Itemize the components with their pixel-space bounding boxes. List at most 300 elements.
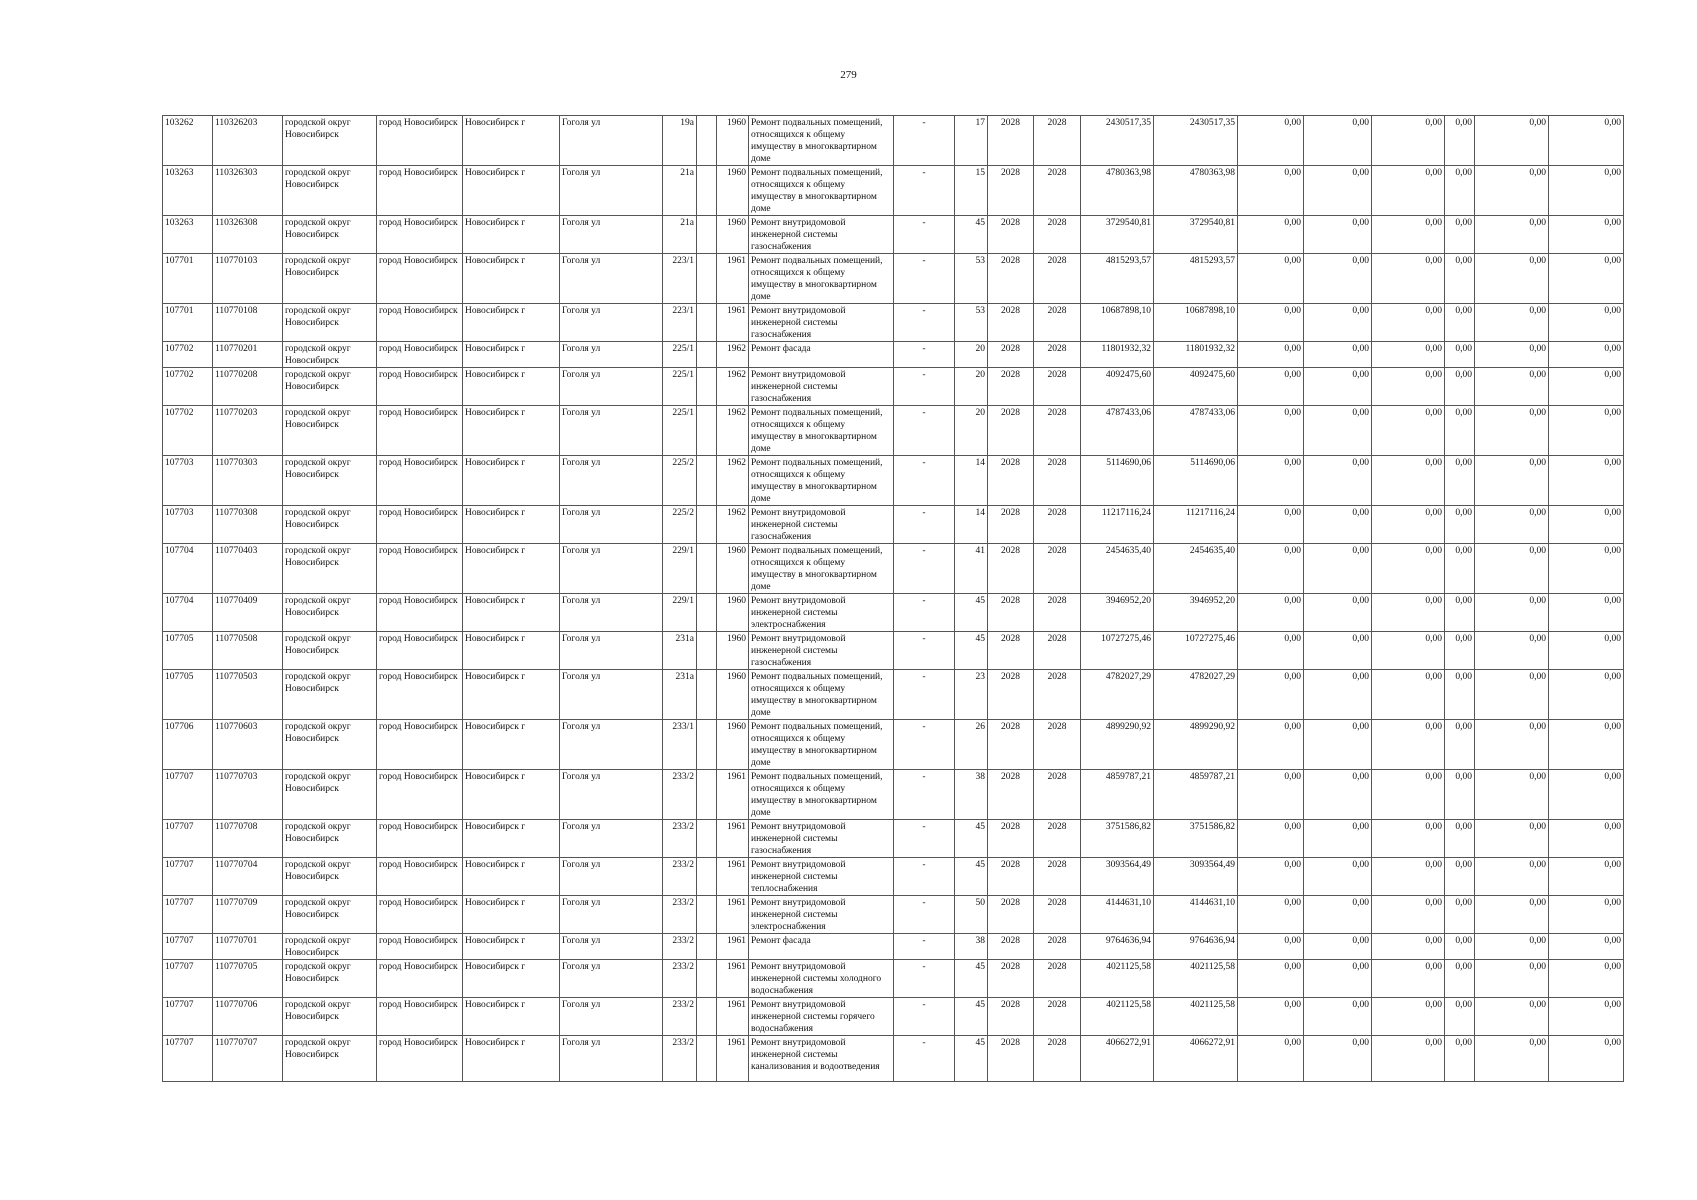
table-row [163,770,1624,820]
cell-cost-other: 0,00 [1475,632,1549,670]
cell-cost-owners: 0,00 [1445,506,1475,544]
cell-year-built: 1960 [717,116,749,166]
cell-wear-percent: 45 [955,594,988,632]
cell-cost-other: 0,00 [1475,506,1549,544]
cell-municipality: городской округ Новосибирск [283,998,377,1036]
cell-year-built: 1961 [717,304,749,342]
cell-dash-cell: - [894,720,955,770]
cell-cost-other: 0,00 [1475,342,1549,368]
cell-building [697,304,717,342]
cell-wear-percent: 45 [955,632,988,670]
cell-house-id: 107705 [163,670,213,720]
cell-cost-extra: 0,00 [1549,342,1624,368]
cell-cost-federal: 0,00 [1238,216,1304,254]
cell-cost-subject: 0,00 [1304,254,1372,304]
cell-plan-year-end: 2028 [1034,254,1081,304]
cell-building [697,456,717,506]
table-row [163,544,1624,594]
table-row [163,934,1624,960]
cell-building [697,506,717,544]
cell-cost-regional: 4021125,58 [1154,998,1238,1036]
cell-cost-owners: 0,00 [1445,1036,1475,1082]
cell-municipality: городской округ Новосибирск [283,406,377,456]
cell-cost-other: 0,00 [1475,720,1549,770]
cell-cost-extra: 0,00 [1549,166,1624,216]
table-row [163,632,1624,670]
cell-cost-other: 0,00 [1475,304,1549,342]
cell-dash-cell: - [894,934,955,960]
cell-wear-percent: 45 [955,820,988,858]
cell-dash-cell: - [894,254,955,304]
cell-municipality: городской округ Новосибирск [283,720,377,770]
cell-cost-subject: 0,00 [1304,544,1372,594]
cell-cost-regional: 10727275,46 [1154,632,1238,670]
cell-dash-cell: - [894,342,955,368]
cell-municipality: городской округ Новосибирск [283,254,377,304]
cell-cost-federal: 0,00 [1238,544,1304,594]
cell-street: Гоголя ул [560,368,663,406]
table-row [163,166,1624,216]
cell-year-built: 1961 [717,1036,749,1082]
cell-settlement: город Новосибирск [377,720,463,770]
cell-settlement: город Новосибирск [377,254,463,304]
cell-cost-extra: 0,00 [1549,506,1624,544]
cell-house-id: 107702 [163,368,213,406]
cell-wear-percent: 20 [955,368,988,406]
cell-cost-local: 0,00 [1372,934,1445,960]
cell-work-id: 110770508 [213,632,283,670]
cell-cost-owners: 0,00 [1445,342,1475,368]
cell-work-type: Ремонт внутридомовой инженерной системы теплоснабжения [749,858,894,896]
cell-cost-local: 0,00 [1372,670,1445,720]
cell-city: Новосибирск г [463,254,560,304]
cell-cost-other: 0,00 [1475,820,1549,858]
cell-work-id: 110770409 [213,594,283,632]
cell-cost-local: 0,00 [1372,960,1445,998]
cell-total-cost: 4144631,10 [1081,896,1154,934]
registry-body [163,116,1624,1082]
cell-cost-local: 0,00 [1372,216,1445,254]
cell-street: Гоголя ул [560,544,663,594]
cell-cost-regional: 4815293,57 [1154,254,1238,304]
cell-dash-cell: - [894,632,955,670]
cell-total-cost: 4021125,58 [1081,998,1154,1036]
cell-total-cost: 3751586,82 [1081,820,1154,858]
cell-cost-federal: 0,00 [1238,670,1304,720]
cell-building [697,406,717,456]
cell-street: Гоголя ул [560,670,663,720]
cell-dash-cell: - [894,304,955,342]
cell-work-type: Ремонт внутридомовой инженерной системы канализования и водоотведения [749,1036,894,1082]
cell-wear-percent: 45 [955,960,988,998]
cell-work-id: 110770208 [213,368,283,406]
cell-cost-owners: 0,00 [1445,632,1475,670]
cell-street: Гоголя ул [560,960,663,998]
cell-plan-year-end: 2028 [1034,896,1081,934]
cell-building [697,368,717,406]
cell-cost-subject: 0,00 [1304,166,1372,216]
cell-street: Гоголя ул [560,166,663,216]
cell-building [697,166,717,216]
cell-work-type: Ремонт подвальных помещений, относящихся к общему имуществу в многоквартирном доме [749,456,894,506]
cell-building [697,254,717,304]
cell-building [697,544,717,594]
table-row [163,304,1624,342]
cell-total-cost: 4899290,92 [1081,720,1154,770]
cell-cost-extra: 0,00 [1549,216,1624,254]
cell-house-number: 229/1 [663,594,697,632]
cell-settlement: город Новосибирск [377,342,463,368]
cell-municipality: городской округ Новосибирск [283,368,377,406]
cell-year-built: 1961 [717,896,749,934]
cell-cost-owners: 0,00 [1445,720,1475,770]
cell-work-type: Ремонт внутридомовой инженерной системы газоснабжения [749,506,894,544]
cell-cost-extra: 0,00 [1549,456,1624,506]
cell-work-type: Ремонт внутридомовой инженерной системы газоснабжения [749,632,894,670]
cell-dash-cell: - [894,960,955,998]
cell-house-number: 233/2 [663,858,697,896]
cell-year-built: 1961 [717,254,749,304]
cell-house-id: 103263 [163,166,213,216]
cell-cost-regional: 4021125,58 [1154,960,1238,998]
cell-street: Гоголя ул [560,820,663,858]
cell-cost-federal: 0,00 [1238,720,1304,770]
cell-building [697,116,717,166]
cell-work-id: 110770308 [213,506,283,544]
table-row [163,594,1624,632]
cell-house-number: 233/2 [663,1036,697,1082]
cell-cost-subject: 0,00 [1304,368,1372,406]
cell-plan-year-start: 2028 [988,934,1034,960]
cell-total-cost: 3946952,20 [1081,594,1154,632]
cell-year-built: 1961 [717,820,749,858]
cell-city: Новосибирск г [463,166,560,216]
cell-cost-owners: 0,00 [1445,216,1475,254]
cell-settlement: город Новосибирск [377,506,463,544]
cell-cost-federal: 0,00 [1238,1036,1304,1082]
cell-work-id: 110770706 [213,998,283,1036]
cell-dash-cell: - [894,896,955,934]
cell-work-type: Ремонт подвальных помещений, относящихся к общему имуществу в многоквартирном доме [749,544,894,594]
cell-cost-local: 0,00 [1372,632,1445,670]
cell-plan-year-start: 2028 [988,342,1034,368]
cell-cost-subject: 0,00 [1304,216,1372,254]
cell-cost-owners: 0,00 [1445,670,1475,720]
cell-cost-other: 0,00 [1475,1036,1549,1082]
cell-dash-cell: - [894,506,955,544]
table-row [163,116,1624,166]
cell-work-id: 110770403 [213,544,283,594]
cell-municipality: городской округ Новосибирск [283,820,377,858]
cell-wear-percent: 38 [955,934,988,960]
cell-cost-federal: 0,00 [1238,456,1304,506]
cell-cost-subject: 0,00 [1304,594,1372,632]
cell-cost-extra: 0,00 [1549,934,1624,960]
cell-cost-other: 0,00 [1475,858,1549,896]
cell-house-number: 233/2 [663,820,697,858]
cell-dash-cell: - [894,456,955,506]
cell-street: Гоголя ул [560,858,663,896]
cell-building [697,342,717,368]
cell-house-number: 233/2 [663,934,697,960]
cell-cost-other: 0,00 [1475,960,1549,998]
cell-total-cost: 9764636,94 [1081,934,1154,960]
cell-street: Гоголя ул [560,594,663,632]
cell-cost-other: 0,00 [1475,670,1549,720]
cell-building [697,1036,717,1082]
cell-wear-percent: 17 [955,116,988,166]
cell-work-id: 110770707 [213,1036,283,1082]
cell-cost-local: 0,00 [1372,820,1445,858]
table-row [163,960,1624,998]
cell-municipality: городской округ Новосибирск [283,594,377,632]
cell-cost-other: 0,00 [1475,456,1549,506]
cell-house-number: 21а [663,166,697,216]
cell-cost-owners: 0,00 [1445,544,1475,594]
cell-house-id: 107707 [163,770,213,820]
cell-cost-federal: 0,00 [1238,342,1304,368]
table-row [163,406,1624,456]
table-row [163,858,1624,896]
cell-cost-local: 0,00 [1372,368,1445,406]
cell-cost-federal: 0,00 [1238,368,1304,406]
cell-work-type: Ремонт внутридомовой инженерной системы электроснабжения [749,594,894,632]
cell-year-built: 1960 [717,594,749,632]
cell-work-type: Ремонт внутридомовой инженерной системы газоснабжения [749,304,894,342]
cell-total-cost: 4092475,60 [1081,368,1154,406]
cell-cost-local: 0,00 [1372,166,1445,216]
cell-total-cost: 11801932,32 [1081,342,1154,368]
cell-plan-year-start: 2028 [988,670,1034,720]
cell-wear-percent: 45 [955,998,988,1036]
cell-house-id: 107707 [163,934,213,960]
cell-dash-cell: - [894,858,955,896]
page-number: 279 [840,69,857,81]
cell-wear-percent: 45 [955,216,988,254]
cell-dash-cell: - [894,544,955,594]
cell-work-type: Ремонт подвальных помещений, относящихся к общему имуществу в многоквартирном доме [749,720,894,770]
cell-plan-year-start: 2028 [988,820,1034,858]
cell-cost-extra: 0,00 [1549,544,1624,594]
cell-plan-year-end: 2028 [1034,342,1081,368]
table-row [163,254,1624,304]
cell-work-id: 110770503 [213,670,283,720]
cell-cost-federal: 0,00 [1238,406,1304,456]
cell-municipality: городской округ Новосибирск [283,934,377,960]
cell-plan-year-start: 2028 [988,896,1034,934]
cell-plan-year-end: 2028 [1034,934,1081,960]
cell-cost-owners: 0,00 [1445,858,1475,896]
cell-cost-federal: 0,00 [1238,506,1304,544]
cell-cost-federal: 0,00 [1238,632,1304,670]
cell-cost-owners: 0,00 [1445,368,1475,406]
cell-work-type: Ремонт подвальных помещений, относящихся к общему имуществу в многоквартирном доме [749,406,894,456]
cell-municipality: городской округ Новосибирск [283,304,377,342]
cell-house-number: 233/2 [663,896,697,934]
cell-cost-local: 0,00 [1372,720,1445,770]
cell-wear-percent: 53 [955,304,988,342]
cell-city: Новосибирск г [463,670,560,720]
cell-year-built: 1961 [717,934,749,960]
cell-cost-extra: 0,00 [1549,720,1624,770]
table-row [163,998,1624,1036]
cell-total-cost: 10727275,46 [1081,632,1154,670]
cell-work-type: Ремонт внутридомовой инженерной системы электроснабжения [749,896,894,934]
cell-settlement: город Новосибирск [377,670,463,720]
cell-municipality: городской округ Новосибирск [283,1036,377,1082]
cell-building [697,896,717,934]
cell-cost-owners: 0,00 [1445,594,1475,632]
cell-year-built: 1960 [717,720,749,770]
cell-wear-percent: 45 [955,1036,988,1082]
cell-house-id: 107707 [163,896,213,934]
cell-municipality: городской округ Новосибирск [283,670,377,720]
cell-cost-subject: 0,00 [1304,506,1372,544]
cell-cost-extra: 0,00 [1549,632,1624,670]
cell-year-built: 1962 [717,456,749,506]
cell-cost-regional: 3946952,20 [1154,594,1238,632]
cell-city: Новосибирск г [463,342,560,368]
cell-cost-regional: 11801932,32 [1154,342,1238,368]
cell-work-type: Ремонт фасада [749,342,894,368]
cell-street: Гоголя ул [560,216,663,254]
cell-house-id: 107707 [163,960,213,998]
cell-dash-cell: - [894,670,955,720]
cell-plan-year-end: 2028 [1034,544,1081,594]
cell-cost-subject: 0,00 [1304,342,1372,368]
cell-cost-subject: 0,00 [1304,896,1372,934]
cell-city: Новосибирск г [463,304,560,342]
cell-cost-extra: 0,00 [1549,116,1624,166]
cell-cost-other: 0,00 [1475,254,1549,304]
cell-settlement: город Новосибирск [377,960,463,998]
cell-cost-extra: 0,00 [1549,368,1624,406]
cell-cost-local: 0,00 [1372,858,1445,896]
cell-plan-year-end: 2028 [1034,820,1081,858]
cell-cost-regional: 11217116,24 [1154,506,1238,544]
cell-work-id: 110770303 [213,456,283,506]
cell-wear-percent: 26 [955,720,988,770]
cell-municipality: городской округ Новосибирск [283,216,377,254]
cell-cost-regional: 3729540,81 [1154,216,1238,254]
cell-city: Новосибирск г [463,406,560,456]
cell-wear-percent: 15 [955,166,988,216]
cell-total-cost: 4780363,98 [1081,166,1154,216]
cell-house-id: 107707 [163,820,213,858]
cell-year-built: 1961 [717,960,749,998]
cell-street: Гоголя ул [560,896,663,934]
cell-wear-percent: 38 [955,770,988,820]
cell-plan-year-start: 2028 [988,406,1034,456]
cell-cost-local: 0,00 [1372,254,1445,304]
cell-cost-extra: 0,00 [1549,304,1624,342]
cell-cost-extra: 0,00 [1549,670,1624,720]
cell-cost-regional: 4144631,10 [1154,896,1238,934]
cell-cost-owners: 0,00 [1445,116,1475,166]
cell-year-built: 1962 [717,368,749,406]
cell-cost-other: 0,00 [1475,116,1549,166]
cell-cost-owners: 0,00 [1445,896,1475,934]
table-row [163,1036,1624,1082]
cell-cost-subject: 0,00 [1304,116,1372,166]
cell-cost-federal: 0,00 [1238,254,1304,304]
cell-municipality: городской округ Новосибирск [283,858,377,896]
cell-cost-subject: 0,00 [1304,304,1372,342]
cell-municipality: городской округ Новосибирск [283,116,377,166]
cell-settlement: город Новосибирск [377,166,463,216]
cell-house-number: 19а [663,116,697,166]
cell-plan-year-start: 2028 [988,858,1034,896]
cell-cost-regional: 5114690,06 [1154,456,1238,506]
cell-year-built: 1960 [717,544,749,594]
cell-work-id: 110770709 [213,896,283,934]
cell-cost-regional: 4780363,98 [1154,166,1238,216]
cell-settlement: город Новосибирск [377,368,463,406]
cell-cost-other: 0,00 [1475,998,1549,1036]
cell-building [697,998,717,1036]
cell-settlement: город Новосибирск [377,216,463,254]
cell-cost-regional: 3751586,82 [1154,820,1238,858]
cell-dash-cell: - [894,216,955,254]
cell-work-type: Ремонт подвальных помещений, относящихся к общему имуществу в многоквартирном доме [749,770,894,820]
cell-cost-local: 0,00 [1372,456,1445,506]
cell-cost-subject: 0,00 [1304,632,1372,670]
cell-settlement: город Новосибирск [377,998,463,1036]
cell-plan-year-start: 2028 [988,368,1034,406]
cell-building [697,670,717,720]
cell-total-cost: 4066272,91 [1081,1036,1154,1082]
cell-total-cost: 3729540,81 [1081,216,1154,254]
cell-year-built: 1962 [717,506,749,544]
table-row [163,368,1624,406]
cell-settlement: город Новосибирск [377,896,463,934]
cell-cost-regional: 4066272,91 [1154,1036,1238,1082]
cell-cost-regional: 2430517,35 [1154,116,1238,166]
cell-cost-regional: 4899290,92 [1154,720,1238,770]
cell-city: Новосибирск г [463,544,560,594]
cell-work-type: Ремонт внутридомовой инженерной системы газоснабжения [749,820,894,858]
cell-city: Новосибирск г [463,934,560,960]
cell-plan-year-start: 2028 [988,998,1034,1036]
cell-cost-regional: 4782027,29 [1154,670,1238,720]
cell-house-number: 231а [663,670,697,720]
cell-work-type: Ремонт внутридомовой инженерной системы горячего водоснабжения [749,998,894,1036]
cell-municipality: городской округ Новосибирск [283,960,377,998]
cell-cost-regional: 2454635,40 [1154,544,1238,594]
cell-house-id: 107707 [163,1036,213,1082]
cell-wear-percent: 20 [955,342,988,368]
cell-cost-subject: 0,00 [1304,858,1372,896]
table-row [163,506,1624,544]
cell-city: Новосибирск г [463,720,560,770]
cell-street: Гоголя ул [560,632,663,670]
cell-city: Новосибирск г [463,216,560,254]
cell-work-id: 110770108 [213,304,283,342]
cell-settlement: город Новосибирск [377,544,463,594]
cell-total-cost: 2454635,40 [1081,544,1154,594]
cell-year-built: 1961 [717,998,749,1036]
cell-building [697,632,717,670]
cell-total-cost: 10687898,10 [1081,304,1154,342]
cell-street: Гоголя ул [560,406,663,456]
cell-house-id: 103262 [163,116,213,166]
cell-street: Гоголя ул [560,304,663,342]
cell-cost-owners: 0,00 [1445,166,1475,216]
cell-cost-federal: 0,00 [1238,116,1304,166]
cell-cost-extra: 0,00 [1549,1036,1624,1082]
cell-house-number: 225/1 [663,406,697,456]
cell-plan-year-start: 2028 [988,720,1034,770]
